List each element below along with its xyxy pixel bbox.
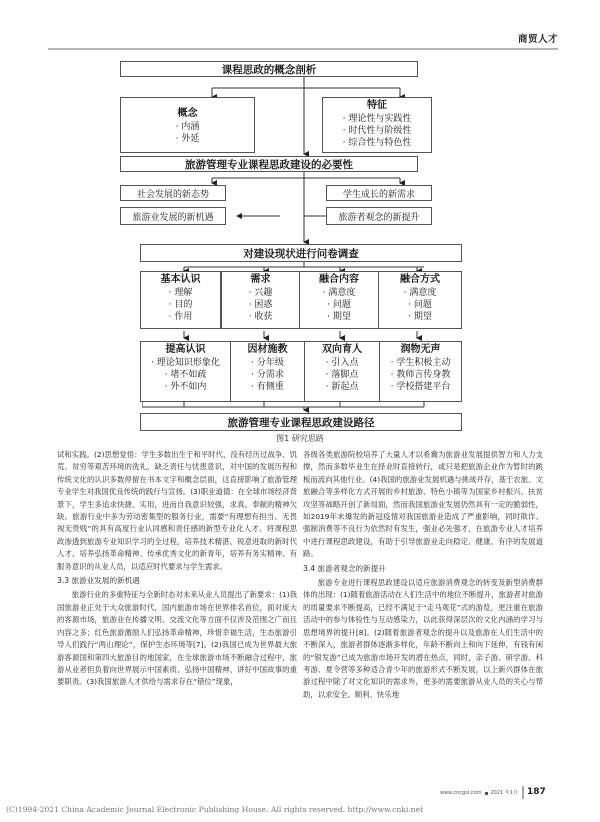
- concept-analysis-title: 课程思政的概念剖析: [221, 63, 317, 76]
- survey-item: · 期望: [300, 311, 378, 323]
- footer-meta: [440, 789, 518, 797]
- survey-item: · 目的: [141, 299, 220, 311]
- measure-item: · 落脚点: [305, 369, 379, 381]
- concept-title: 概念: [177, 108, 198, 119]
- page-number: 187: [527, 787, 546, 797]
- measure-item: · 新起点: [305, 381, 379, 393]
- path-title: 旅游管理专业课程思政建设路径: [227, 416, 375, 429]
- measure-title: 双向育人: [322, 344, 362, 355]
- measure-item: · 外不如内: [141, 381, 230, 393]
- section-heading: 3.4 旅游者观念的新提升: [303, 563, 386, 573]
- survey-column: [299, 271, 379, 329]
- measure-item: · 堵不如疏: [141, 369, 230, 381]
- footer-issue: 2021 年1月: [490, 790, 518, 796]
- measure-item: · 分年级: [231, 357, 304, 369]
- footer-site: www.cncgsl.com: [439, 790, 482, 796]
- necessity-header: [120, 156, 418, 172]
- right-column: [303, 449, 543, 779]
- figure-caption: 图1 研究思路: [276, 434, 324, 443]
- survey-item: · 收获: [222, 311, 299, 323]
- research-flowchart: [132, 61, 462, 431]
- necessity-item: [326, 185, 432, 201]
- measure-title: 润物无声: [400, 344, 441, 355]
- necessity-title: 旅游管理专业课程思政建设的必要性: [185, 158, 353, 171]
- features-item: · 时代性与阶级性: [323, 125, 431, 137]
- concept-box: [120, 97, 255, 153]
- measure-item: · 学生积极主动: [380, 357, 461, 369]
- survey-item: · 满意度: [300, 287, 378, 299]
- measure-title: 提高认识: [165, 344, 206, 355]
- necessity-item: [120, 207, 226, 225]
- features-item: · 理论性与实践性: [323, 113, 431, 125]
- survey-header: [140, 244, 462, 262]
- survey-column-title: 基本认识: [160, 274, 201, 285]
- survey-item: · 理解: [141, 287, 220, 299]
- survey-item: · 期望: [379, 311, 461, 323]
- necessity-item-text: 旅游业发展的新机遇: [132, 212, 214, 223]
- concept-item: · 内涵: [121, 121, 254, 133]
- survey-column-title: 融合内容: [319, 274, 359, 285]
- survey-item: · 困惑: [222, 299, 299, 311]
- journal-name: 商贸人才: [517, 34, 558, 45]
- features-item: · 综合性与特色性: [323, 137, 431, 149]
- measure-item: · 有侧重: [231, 381, 304, 393]
- path-header: [140, 413, 462, 431]
- concept-item: · 外延: [121, 133, 254, 145]
- survey-item: · 兴趣: [222, 287, 299, 299]
- survey-column-title: 需求: [250, 274, 271, 285]
- header-rule: [48, 48, 558, 50]
- features-title: 特征: [367, 100, 387, 111]
- survey-title: 对建设现状进行问卷调查: [243, 247, 359, 260]
- measure-column: [230, 341, 305, 402]
- measure-item: · 学校搭建平台: [380, 381, 461, 393]
- necessity-item-text: 旅游者观念的新提升: [338, 212, 420, 223]
- survey-item: · 满意度: [379, 287, 461, 299]
- features-box: [322, 97, 432, 153]
- survey-item: · 作用: [141, 311, 220, 323]
- concept-analysis-header: [120, 61, 418, 77]
- section-heading: 3.3 旅游业发展的新机遇: [57, 576, 140, 586]
- paragraph: 旅游行业的多重特征与全新时态对未来从业人员提出了新要求：(1)我国旅游业正处于大众旅游时代，国内旅游市场在世界排名首位，面对庞大的客源市场，旅游业在传播文明、交流文化等方面不仅涉及范围之广而且内容之多；红色旅游激励人们弘扬革命精神，珍惜幸福生活，生态旅游引导人们践行“两山理论”，保护生态环境等[7]。(2)我国已成为世界最大旅游客源国和第四大旅游目的地国家，在全球旅游市场不断融合过程中，旅游从业者担负着向世界展示中国素质、弘扬中国精神、讲好中国故事的重要职责。(3)我国旅游人才供给与需求存在“错位”现象，: [57, 590, 297, 687]
- measure-item: · 分需求: [231, 369, 304, 381]
- survey-item: · 问题: [300, 299, 378, 311]
- survey-column: [221, 271, 300, 329]
- measure-column: [379, 341, 462, 402]
- necessity-item: [326, 207, 432, 225]
- survey-column: [378, 271, 462, 329]
- measure-item: · 引入点: [305, 357, 379, 369]
- necessity-item: [120, 185, 226, 201]
- survey-item: · 问题: [379, 299, 461, 311]
- survey-column: [140, 271, 221, 329]
- measure-column: [140, 341, 231, 402]
- measure-item: · 理论知识形象化: [141, 357, 230, 369]
- necessity-item-text: 社会发展的新态势: [136, 189, 209, 200]
- page-number-divider: [522, 786, 524, 799]
- paragraph: 各级各类旅游院校培养了大量人才以希冀为旅游业发展提供智力和人力支撑，然而多数毕业生在择业时直接转行，或只是把旅游企业作为暂时的跳板而流向其他行业。(4)我国的旅游业发展机遇与挑战并存，基于农旅、文旅融合等多样化方式开展的乡村旅游、特色小镇等为国家乡村振兴、扶贫攻坚等战略开创了新局面，然而我国旅游业发展仍然具有一定的脆弱性，如2019年末爆发的新冠疫情对我国旅游业造成了严重影响，同时欺诈、强制消费等不良行为依然时有发生，强业必先强才，在旅游专业人才培养中进行课程思政建设，有助于引导旅游业走向稳定、健康、有序的发展道路。: [303, 450, 543, 559]
- paragraph: 试和实践。(2)思想觉悟：学生多数出生于和平时代，没有经历过战争、饥荒、贫穷等艰苦环境的洗礼，缺乏责任与忧患意识，对中国的发展历程和传统文化的认识多数停留在书本文字和概念层面，这直接影响了旅游管理专业学生对我国优良传统的践行与宣扬。(3)职业道德：在全球市场经济背景下，学生多追求快捷、实用，进而自我意识较强，求真、奉献的精神欠缺。旅游行业中多为劳动密集型的服务行业，需要“有理想有担当、无畏视无贵贱”的具有高度行业认同感和责任感的新型专业化人才。将课程思政渗透到旅游专业知识学习的全过程，培养技术精湛、锐意进取的新时代人才，培养弘扬革命精神、传承优秀文化的新青年，培养有务实精神、有服务意识的从业人员，以适应时代要求与学生需求。: [57, 450, 297, 571]
- survey-column-title: 融合方式: [400, 274, 440, 285]
- measure-column: [304, 341, 380, 402]
- measure-item: · 教师言传身教: [380, 369, 461, 381]
- necessity-item-text: 学生成长的新需求: [342, 189, 415, 200]
- copyright-notice: (C)1994-2021 China Academic Journal Electronic Publishing House. All rights reserved. http://www.cnki.net: [6, 805, 424, 814]
- left-column: [57, 449, 297, 779]
- square-bullet-icon: [485, 792, 488, 795]
- paragraph: 旅游专业进行课程思政建设以适应旅游消费观念的转变及新型消费群体的出现：(1)随着旅游活动在人们生活中的地位不断提升，旅游者对旅游的质量要求不断提高，已经不满足于“走马观花”式的游览，更注重在旅游活动中的参与体验性与互动感染力，以此获得深层次的文化内涵的学习与思想境界的提升[8]。(2)随着旅游者观念的提升以及旅游在人们生活中的不断深入，旅游者群体逐渐多样化，年龄不断向上和向下延伸，有钱有闲的“银发游”已成为旅游市场开发的潜在热点，同时，亲子游、研学游、科考游、夏令营等多种适合青少年的旅游形式不断发展，以上新兴群体在旅游过程中除了对文化知识的需求外，更多的需要旅游从业人员的关心与帮助，以求安全、顺利、快乐地: [303, 578, 543, 699]
- measure-title: 因材施教: [247, 344, 288, 355]
